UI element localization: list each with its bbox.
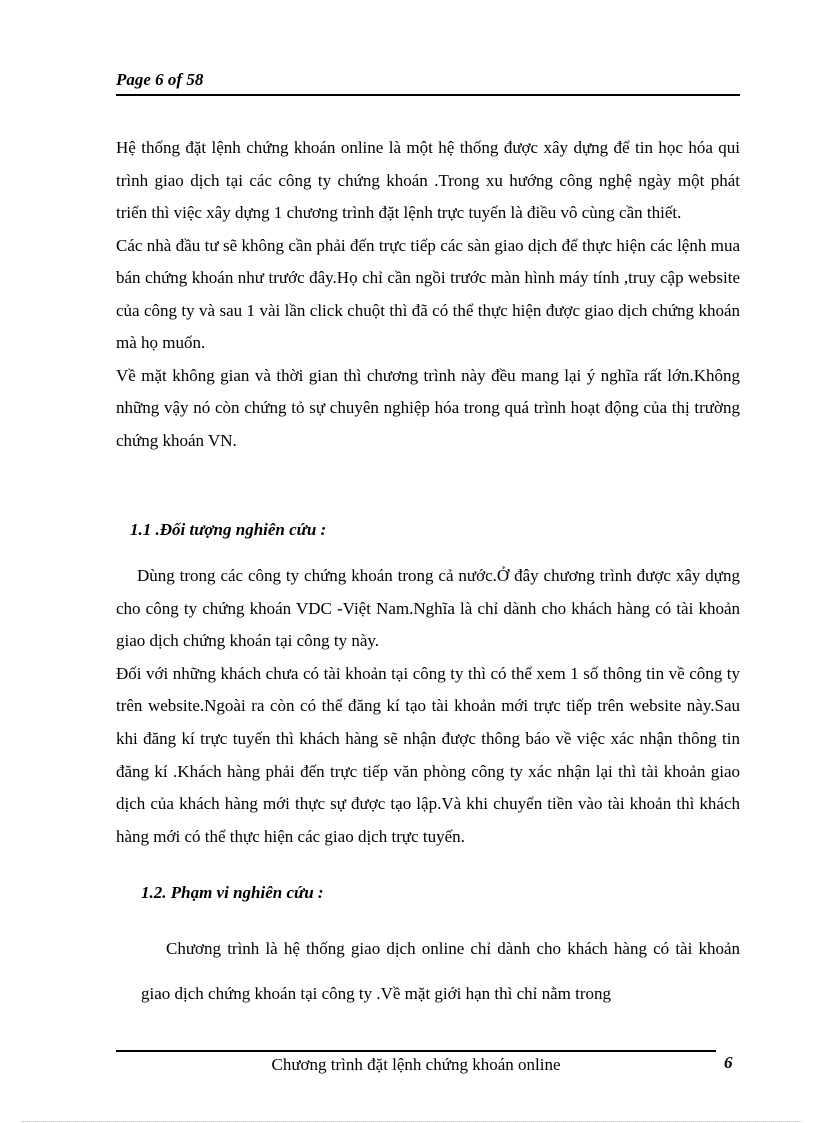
intro-paragraph-2: Các nhà đầu tư sẽ không cần phải đến trực tiếp các sàn giao dịch để thực hiện các lệnh mua bán chứng khoán như trước đây.Họ chỉ cần ngồi trước màn hình máy tính ,truy cập website của công ty và sau 1 vài lần click chuột thì đã có thể thực hiện được giao dịch chứng khoán mà họ muốn. <box>116 235 740 352</box>
section-1-1-paragraph-2: Đối với những khách chưa có tài khoản tại công ty thì có thể xem 1 số thông tin về công ty trên website.Ngoài ra còn có thể đăng kí tạo tài khoản mới trực tiếp trên website này.Sau khi đăng kí trực tuyến thì khách hàng sẽ nhận được thông báo về việc xác nhận thông tin đăng kí .Khách hàng phải đến trực tiếp văn phòng công ty xác nhận lại thì tài khoản giao dịch của khách hàng mới thực sự được tạo lập.Và khi chuyển tiền vào tài khoản thì khách hàng mới có thể thực hiện các giao dịch trực tuyến. <box>116 663 740 846</box>
page-header-label: Page 6 of 58 <box>116 70 204 89</box>
intro-section <box>116 132 740 457</box>
footer-page-number: 6 <box>724 1053 733 1072</box>
intro-paragraph-1: Hệ thống đặt lệnh chứng khoán online là một hệ thống được xây dựng để tin học hóa qui trình giao dịch tại các công ty chứng khoán .Trong xu hướng công nghệ ngày một phát triển thì việc xây dựng 1 chương trình đặt lệnh trực tuyến là điều vô cùng cần thiết. <box>116 138 740 222</box>
section-1-1-paragraph-1: Dùng trong các công ty chứng khoán trong cả nước.Ở đây chương trình được xây dựng cho công ty chứng khoán VDC -Việt Nam.Nghĩa là chỉ dành cho khách hàng có tài khoản giao dịch chứng khoán tại công ty này. <box>116 566 740 651</box>
page-bottom-dotted-border <box>22 1121 802 1122</box>
section-1-2-paragraph-1: Chương trình là hệ thống giao dịch online chỉ dành cho khách hàng có tài khoản giao dịch chứng khoán tại công ty .Về mặt giới hạn thì chỉ nằm trong <box>141 939 740 1003</box>
intro-paragraph-3: Về mặt không gian và thời gian thì chương trình này đều mang lại ý nghĩa rất lớn.Không những vậy nó còn chứng tỏ sự chuyên nghiệp hóa trong quá trình hoạt động của thị trường chứng khoán VN. <box>116 365 740 450</box>
section-1-2-heading: 1.2. Phạm vi nghiên cứu : <box>141 883 324 902</box>
footer-divider <box>116 1050 716 1052</box>
section-1-1-heading: 1.1 .Đối tượng nghiên cứu : <box>130 520 327 539</box>
section-1-2-body <box>141 926 740 1016</box>
section-1-1-body <box>116 560 740 853</box>
footer-title: Chương trình đặt lệnh chứng khoán online <box>271 1055 561 1074</box>
header-divider <box>116 94 740 96</box>
